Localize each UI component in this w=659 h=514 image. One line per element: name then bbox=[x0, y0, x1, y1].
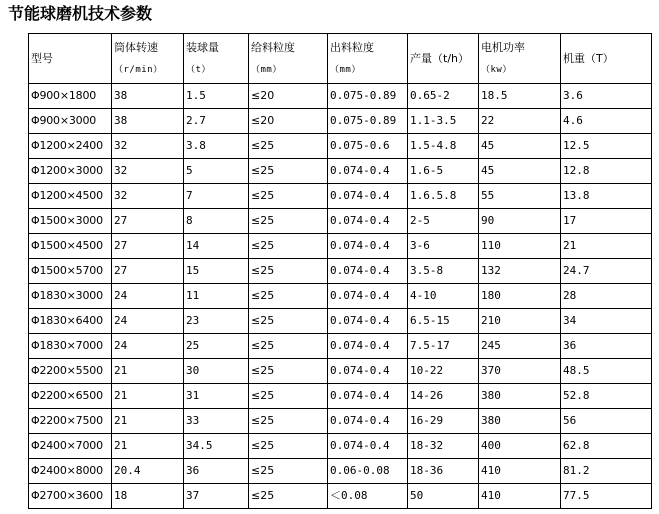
cell-feed-size: ≤25 bbox=[249, 434, 328, 459]
cell-capacity: 0.65-2 bbox=[408, 84, 479, 109]
cell-feed-size: ≤25 bbox=[249, 284, 328, 309]
cell-output-size: 0.074-0.4 bbox=[328, 309, 408, 334]
cell-ball-load: 23 bbox=[184, 309, 249, 334]
header-capacity bbox=[408, 34, 479, 84]
table-row bbox=[29, 359, 652, 384]
cell-output-size: 0.074-0.4 bbox=[328, 259, 408, 284]
cell-ball-load: 8 bbox=[184, 209, 249, 234]
cell-weight: 48.5 bbox=[561, 359, 652, 384]
cell-output-size: 0.075-0.89 bbox=[328, 109, 408, 134]
spec-table bbox=[28, 33, 652, 509]
cell-model: Φ900×1800 bbox=[29, 84, 112, 109]
cell-weight: 12.8 bbox=[561, 159, 652, 184]
cell-weight: 24.7 bbox=[561, 259, 652, 284]
cell-capacity: 1.6.5.8 bbox=[408, 184, 479, 209]
header-row bbox=[29, 34, 652, 84]
table-row bbox=[29, 134, 652, 159]
table-row bbox=[29, 334, 652, 359]
cell-capacity: 14-26 bbox=[408, 384, 479, 409]
cell-motor-power: 380 bbox=[479, 409, 561, 434]
table-row bbox=[29, 484, 652, 509]
cell-model: Φ2200×7500 bbox=[29, 409, 112, 434]
header-weight-label: 机重（T） bbox=[563, 51, 614, 65]
cell-output-size: 0.074-0.4 bbox=[328, 334, 408, 359]
cell-capacity: 18-36 bbox=[408, 459, 479, 484]
cell-model: Φ1200×2400 bbox=[29, 134, 112, 159]
cell-ball-load: 37 bbox=[184, 484, 249, 509]
cell-weight: 77.5 bbox=[561, 484, 652, 509]
header-ball-load-unit: （t） bbox=[186, 64, 211, 75]
table-row bbox=[29, 84, 652, 109]
cell-output-size: 0.074-0.4 bbox=[328, 359, 408, 384]
table-row bbox=[29, 234, 652, 259]
cell-feed-size: ≤25 bbox=[249, 159, 328, 184]
cell-ball-load: 36 bbox=[184, 459, 249, 484]
cell-feed-size: ≤25 bbox=[249, 184, 328, 209]
table-row bbox=[29, 284, 652, 309]
cell-motor-power: 410 bbox=[479, 459, 561, 484]
cell-model: Φ2400×7000 bbox=[29, 434, 112, 459]
header-output-size-unit: （mm） bbox=[330, 64, 361, 75]
cell-weight: 3.6 bbox=[561, 84, 652, 109]
header-output-size bbox=[328, 34, 408, 84]
cell-motor-power: 380 bbox=[479, 384, 561, 409]
header-ball-load bbox=[184, 34, 249, 84]
cell-model: Φ2700×3600 bbox=[29, 484, 112, 509]
cell-speed: 20.4 bbox=[112, 459, 184, 484]
cell-motor-power: 132 bbox=[479, 259, 561, 284]
table-row bbox=[29, 309, 652, 334]
cell-motor-power: 245 bbox=[479, 334, 561, 359]
cell-ball-load: 30 bbox=[184, 359, 249, 384]
cell-weight: 17 bbox=[561, 209, 652, 234]
cell-weight: 36 bbox=[561, 334, 652, 359]
cell-capacity: 1.1-3.5 bbox=[408, 109, 479, 134]
cell-speed: 32 bbox=[112, 134, 184, 159]
cell-model: Φ1500×3000 bbox=[29, 209, 112, 234]
cell-ball-load: 15 bbox=[184, 259, 249, 284]
cell-motor-power: 210 bbox=[479, 309, 561, 334]
cell-speed: 27 bbox=[112, 234, 184, 259]
cell-feed-size: ≤25 bbox=[249, 359, 328, 384]
cell-capacity: 3.5-8 bbox=[408, 259, 479, 284]
spec-table-body bbox=[29, 84, 652, 509]
cell-speed: 32 bbox=[112, 159, 184, 184]
cell-speed: 27 bbox=[112, 209, 184, 234]
cell-model: Φ1830×3000 bbox=[29, 284, 112, 309]
cell-weight: 81.2 bbox=[561, 459, 652, 484]
cell-feed-size: ≤25 bbox=[249, 334, 328, 359]
header-motor-power bbox=[479, 34, 561, 84]
cell-output-size: 0.074-0.4 bbox=[328, 209, 408, 234]
cell-feed-size: ≤25 bbox=[249, 409, 328, 434]
cell-ball-load: 1.5 bbox=[184, 84, 249, 109]
cell-speed: 24 bbox=[112, 284, 184, 309]
header-ball-load-label: 装球量 bbox=[186, 40, 219, 54]
cell-output-size: 0.074-0.4 bbox=[328, 384, 408, 409]
cell-motor-power: 22 bbox=[479, 109, 561, 134]
cell-capacity: 4-10 bbox=[408, 284, 479, 309]
cell-ball-load: 34.5 bbox=[184, 434, 249, 459]
cell-output-size: ＜0.08 bbox=[328, 484, 408, 509]
header-feed-size-unit: （mm） bbox=[251, 64, 282, 75]
cell-ball-load: 14 bbox=[184, 234, 249, 259]
cell-feed-size: ≤25 bbox=[249, 384, 328, 409]
cell-feed-size: ≤20 bbox=[249, 84, 328, 109]
cell-motor-power: 180 bbox=[479, 284, 561, 309]
cell-weight: 62.8 bbox=[561, 434, 652, 459]
table-row bbox=[29, 434, 652, 459]
header-capacity-label: 产量（t/h） bbox=[410, 51, 469, 65]
cell-weight: 28 bbox=[561, 284, 652, 309]
cell-speed: 21 bbox=[112, 434, 184, 459]
table-row bbox=[29, 184, 652, 209]
cell-capacity: 7.5-17 bbox=[408, 334, 479, 359]
cell-weight: 12.5 bbox=[561, 134, 652, 159]
cell-model: Φ2400×8000 bbox=[29, 459, 112, 484]
cell-capacity: 2-5 bbox=[408, 209, 479, 234]
cell-ball-load: 7 bbox=[184, 184, 249, 209]
cell-capacity: 10-22 bbox=[408, 359, 479, 384]
cell-ball-load: 2.7 bbox=[184, 109, 249, 134]
page-title: 节能球磨机技术参数 bbox=[8, 4, 153, 23]
cell-motor-power: 55 bbox=[479, 184, 561, 209]
cell-ball-load: 25 bbox=[184, 334, 249, 359]
cell-model: Φ2200×6500 bbox=[29, 384, 112, 409]
table-row bbox=[29, 209, 652, 234]
header-speed bbox=[112, 34, 184, 84]
cell-capacity: 1.5-4.8 bbox=[408, 134, 479, 159]
cell-output-size: 0.074-0.4 bbox=[328, 284, 408, 309]
table-row bbox=[29, 384, 652, 409]
cell-output-size: 0.06-0.08 bbox=[328, 459, 408, 484]
cell-motor-power: 110 bbox=[479, 234, 561, 259]
cell-speed: 32 bbox=[112, 184, 184, 209]
header-weight bbox=[561, 34, 652, 84]
cell-speed: 24 bbox=[112, 309, 184, 334]
cell-feed-size: ≤25 bbox=[249, 259, 328, 284]
cell-output-size: 0.074-0.4 bbox=[328, 409, 408, 434]
table-row bbox=[29, 159, 652, 184]
cell-capacity: 16-29 bbox=[408, 409, 479, 434]
cell-weight: 34 bbox=[561, 309, 652, 334]
cell-feed-size: ≤25 bbox=[249, 459, 328, 484]
cell-ball-load: 11 bbox=[184, 284, 249, 309]
cell-model: Φ1200×4500 bbox=[29, 184, 112, 209]
header-speed-unit: （r/min） bbox=[114, 64, 163, 75]
cell-model: Φ2200×5500 bbox=[29, 359, 112, 384]
cell-feed-size: ≤20 bbox=[249, 109, 328, 134]
cell-motor-power: 45 bbox=[479, 134, 561, 159]
table-row bbox=[29, 459, 652, 484]
cell-weight: 52.8 bbox=[561, 384, 652, 409]
cell-feed-size: ≤25 bbox=[249, 209, 328, 234]
table-row bbox=[29, 109, 652, 134]
cell-output-size: 0.075-0.6 bbox=[328, 134, 408, 159]
cell-motor-power: 370 bbox=[479, 359, 561, 384]
cell-capacity: 50 bbox=[408, 484, 479, 509]
header-model bbox=[29, 34, 112, 84]
cell-weight: 13.8 bbox=[561, 184, 652, 209]
cell-feed-size: ≤25 bbox=[249, 309, 328, 334]
cell-output-size: 0.074-0.4 bbox=[328, 234, 408, 259]
header-output-size-label: 出料粒度 bbox=[330, 40, 374, 54]
cell-model: Φ1500×4500 bbox=[29, 234, 112, 259]
cell-output-size: 0.074-0.4 bbox=[328, 434, 408, 459]
cell-weight: 21 bbox=[561, 234, 652, 259]
cell-feed-size: ≤25 bbox=[249, 134, 328, 159]
cell-capacity: 6.5-15 bbox=[408, 309, 479, 334]
cell-speed: 38 bbox=[112, 109, 184, 134]
cell-model: Φ1830×7000 bbox=[29, 334, 112, 359]
cell-weight: 56 bbox=[561, 409, 652, 434]
cell-weight: 4.6 bbox=[561, 109, 652, 134]
cell-model: Φ1500×5700 bbox=[29, 259, 112, 284]
cell-motor-power: 400 bbox=[479, 434, 561, 459]
cell-motor-power: 410 bbox=[479, 484, 561, 509]
cell-capacity: 18-32 bbox=[408, 434, 479, 459]
cell-ball-load: 31 bbox=[184, 384, 249, 409]
cell-motor-power: 45 bbox=[479, 159, 561, 184]
table-row bbox=[29, 259, 652, 284]
cell-speed: 18 bbox=[112, 484, 184, 509]
cell-speed: 27 bbox=[112, 259, 184, 284]
header-model-label: 型号 bbox=[31, 51, 53, 65]
cell-motor-power: 90 bbox=[479, 209, 561, 234]
header-speed-label: 筒体转速 bbox=[114, 40, 158, 54]
cell-speed: 38 bbox=[112, 84, 184, 109]
header-motor-power-label: 电机功率 bbox=[481, 40, 525, 54]
cell-feed-size: ≤25 bbox=[249, 484, 328, 509]
cell-motor-power: 18.5 bbox=[479, 84, 561, 109]
cell-output-size: 0.074-0.4 bbox=[328, 159, 408, 184]
cell-speed: 21 bbox=[112, 359, 184, 384]
cell-capacity: 3-6 bbox=[408, 234, 479, 259]
cell-speed: 24 bbox=[112, 334, 184, 359]
cell-output-size: 0.074-0.4 bbox=[328, 184, 408, 209]
cell-feed-size: ≤25 bbox=[249, 234, 328, 259]
header-feed-size bbox=[249, 34, 328, 84]
cell-model: Φ1830×6400 bbox=[29, 309, 112, 334]
cell-speed: 21 bbox=[112, 384, 184, 409]
table-row bbox=[29, 409, 652, 434]
cell-capacity: 1.6-5 bbox=[408, 159, 479, 184]
cell-ball-load: 3.8 bbox=[184, 134, 249, 159]
cell-ball-load: 33 bbox=[184, 409, 249, 434]
cell-ball-load: 5 bbox=[184, 159, 249, 184]
cell-output-size: 0.075-0.89 bbox=[328, 84, 408, 109]
header-feed-size-label: 给料粒度 bbox=[251, 40, 295, 54]
cell-model: Φ1200×3000 bbox=[29, 159, 112, 184]
cell-speed: 21 bbox=[112, 409, 184, 434]
header-motor-power-unit: （kw） bbox=[481, 64, 512, 75]
cell-model: Φ900×3000 bbox=[29, 109, 112, 134]
